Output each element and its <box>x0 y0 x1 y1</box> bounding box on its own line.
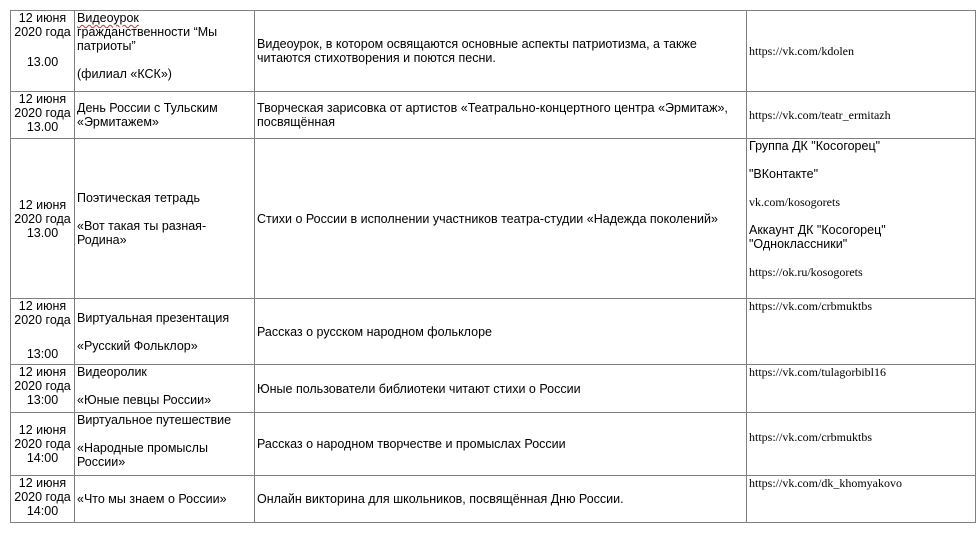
event-link[interactable]: https://vk.com/kdolen <box>749 44 854 58</box>
event-date-cell <box>11 365 75 413</box>
table-row <box>11 413 976 476</box>
event-title-cell <box>75 299 255 365</box>
event-date-cell <box>11 92 75 139</box>
table-row <box>11 11 976 92</box>
event-link-cell <box>747 365 976 413</box>
event-date: 12 июня <box>18 476 67 490</box>
event-title-line: «Эрмитажем» <box>77 115 159 129</box>
event-time: 14:00 <box>26 504 59 518</box>
event-link[interactable]: https://vk.com/tulagorbibl16 <box>749 365 886 379</box>
events-table-sheet <box>10 10 976 523</box>
event-title-cell <box>75 139 255 299</box>
event-description: Стихи о России в исполнении участников театра-студии «Надежда поколений» <box>255 139 747 299</box>
event-time: 13:00 <box>26 393 59 407</box>
event-year: 2020 года <box>14 313 71 327</box>
event-link-cell <box>747 476 976 523</box>
event-title-cell <box>75 476 255 523</box>
event-link-label: Аккаунт ДК "Косогорец" <box>749 223 886 237</box>
event-title-cell <box>75 11 255 92</box>
event-title-cell <box>75 92 255 139</box>
event-title-extra: «Народные промыслы <box>77 441 208 455</box>
event-link[interactable]: https://ok.ru/kosogorets <box>749 265 863 279</box>
event-title-extra: (филиал «КСК») <box>77 67 172 81</box>
event-year: 2020 года <box>14 211 71 226</box>
event-date: 12 июня <box>18 423 67 437</box>
event-link-label: Группа ДК "Косогорец" <box>749 139 881 153</box>
event-description: Рассказ о русском народном фольклоре <box>255 299 747 365</box>
event-link[interactable]: https://vk.com/crbmuktbs <box>749 430 872 444</box>
event-link[interactable]: https://vk.com/dk_khomyakovo <box>749 476 902 490</box>
event-time: 14:00 <box>26 451 59 465</box>
event-title-extra: «Вот такая ты разная- <box>77 218 207 233</box>
event-date: 12 июня <box>18 92 67 106</box>
event-title-line: «Что мы знаем о России» <box>77 492 227 506</box>
event-date-cell <box>11 11 75 92</box>
event-description: Творческая зарисовка от артистов «Театрально-концертного центра «Эрмитаж», посвящённая <box>255 92 747 139</box>
event-title-line: Поэтическая тетрадь <box>77 190 200 205</box>
event-time: 13.00 <box>26 55 59 69</box>
table-row <box>11 365 976 413</box>
table-row <box>11 476 976 523</box>
event-date: 12 июня <box>18 197 67 212</box>
event-link-cell <box>747 11 976 92</box>
event-date-cell <box>11 476 75 523</box>
event-time: 13:00 <box>26 347 59 361</box>
event-year: 2020 года <box>14 379 71 393</box>
table-row <box>11 92 976 139</box>
event-title-extra: «Юные певцы России» <box>77 393 212 407</box>
event-title-line: День России с Тульским <box>77 101 218 115</box>
event-title-line: Виртуальная презентация <box>77 310 230 325</box>
event-link-cell <box>747 92 976 139</box>
event-title-line: гражданственности “Мы <box>77 25 218 39</box>
event-title-line: Видеоурок <box>77 11 139 25</box>
event-date: 12 июня <box>18 11 67 25</box>
event-date-cell <box>11 299 75 365</box>
event-link-label: "ВКонтакте" <box>749 167 819 181</box>
event-link-label: "Одноклассники" <box>749 237 848 251</box>
table-row <box>11 139 976 299</box>
event-link-cell <box>747 139 976 299</box>
event-title-extra: «Русский Фольклор» <box>77 338 198 353</box>
event-title-cell <box>75 365 255 413</box>
event-year: 2020 года <box>14 25 71 39</box>
event-date: 12 июня <box>18 365 67 379</box>
event-description: Онлайн викторина для школьников, посвящённая Дню России. <box>255 476 747 523</box>
event-title-line: Виртуальное путешествие <box>77 413 232 427</box>
event-year: 2020 года <box>14 437 71 451</box>
event-description: Юные пользователи библиотеки читают стихи о России <box>255 365 747 413</box>
event-link[interactable]: https://vk.com/teatr_ermitazh <box>749 108 891 122</box>
event-date: 12 июня <box>18 299 67 313</box>
events-table <box>10 10 976 523</box>
event-title-extra: России» <box>77 455 126 469</box>
event-title-line: Видеоролик <box>77 365 147 379</box>
event-link-cell <box>747 413 976 476</box>
event-link[interactable]: https://vk.com/crbmuktbs <box>749 299 872 313</box>
event-title-cell <box>75 413 255 476</box>
event-link[interactable]: vk.com/kosogorets <box>749 195 840 209</box>
event-time: 13.00 <box>26 120 59 134</box>
event-year: 2020 года <box>14 106 71 120</box>
event-title-extra: Родина» <box>77 232 127 247</box>
event-title-line: патриоты” <box>77 39 136 53</box>
event-link-cell <box>747 299 976 365</box>
event-date-cell <box>11 413 75 476</box>
event-date-cell <box>11 139 75 299</box>
event-description: Видеоурок, в котором освящаются основные аспекты патриотизма, а также читаются стихотворения и поются песни. <box>255 11 747 92</box>
table-row <box>11 299 976 365</box>
event-description: Рассказ о народном творчестве и промыслах России <box>255 413 747 476</box>
event-year: 2020 года <box>14 490 71 504</box>
event-time: 13.00 <box>26 225 59 240</box>
